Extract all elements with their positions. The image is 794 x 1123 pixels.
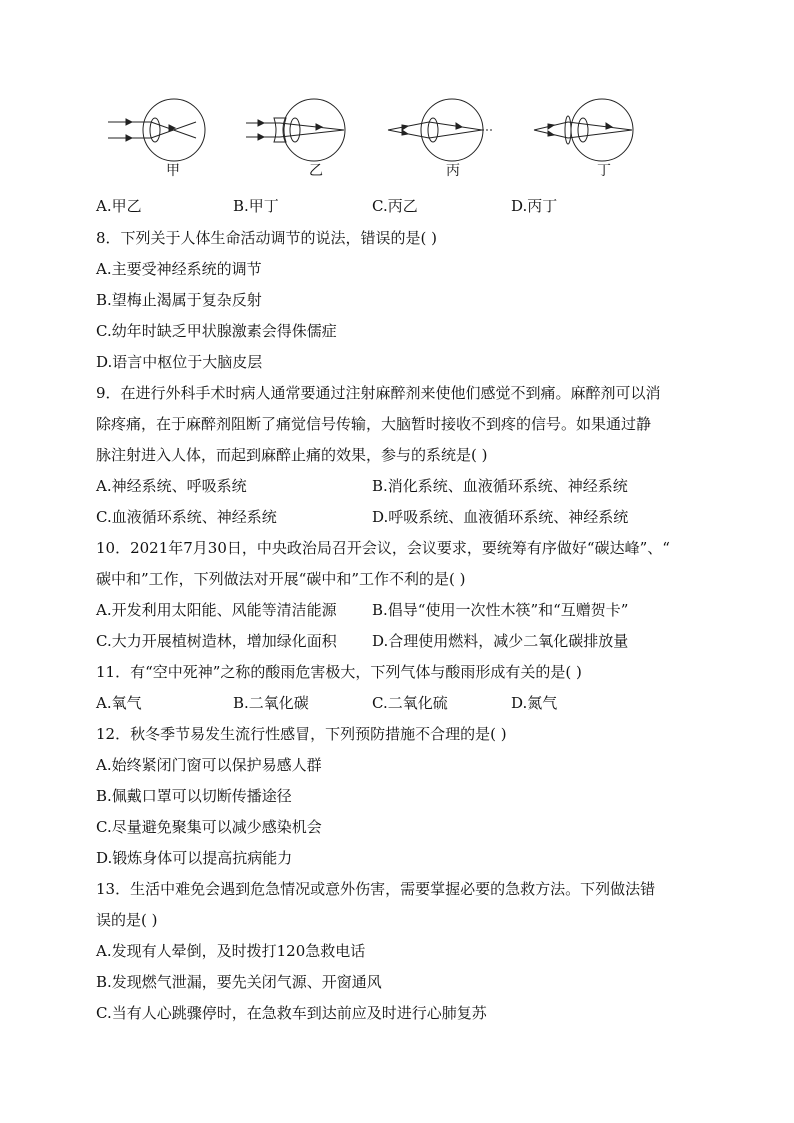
q10-option-b: B.倡导“使用一次性木筷”和“互赠贺卡” <box>372 601 629 619</box>
q10-option-a: A.开发利用太阳能、风能等清洁能源 <box>96 601 337 619</box>
q11-stem: 11．有“空中死神”之称的酸雨危害极大，下列气体与酸雨形成有关的是( ) <box>96 663 582 681</box>
eye-diagrams <box>96 92 656 184</box>
q9-option-c: C.血液循环系统、神经系统 <box>96 508 277 526</box>
eye-diagram-bing <box>388 99 494 161</box>
q9-option-d: D.呼吸系统、血液循环系统、神经系统 <box>372 508 629 526</box>
q12-option-d: D.锻炼身体可以提高抗病能力 <box>96 849 293 867</box>
q13-option-c: C.当有人心跳骤停时，在急救车到达前应及时进行心肺复苏 <box>96 1004 487 1022</box>
q13-stem-line-2: 误的是( ) <box>96 911 158 929</box>
q13-option-a: A.发现有人晕倒，及时拨打120急救电话 <box>96 942 366 960</box>
q10-stem-line-1: 10．2021年7月30日，中央政治局召开会议，会议要求，要统筹有序做好“碳达峰”、“ <box>96 539 670 557</box>
figure-label-ding: 丁 <box>597 163 611 179</box>
q11-option-b: B.二氧化碳 <box>233 694 309 712</box>
q12-option-b: B.佩戴口罩可以切断传播途径 <box>96 787 292 805</box>
q7-option-b: B.甲丁 <box>233 197 279 215</box>
q13-option-b: B.发现燃气泄漏，要先关闭气源、开窗通风 <box>96 973 382 991</box>
q8-option-b: B.望梅止渴属于复杂反射 <box>96 291 262 309</box>
figure-label-bing: 丙 <box>446 163 460 179</box>
q7-option-a: A.甲乙 <box>96 197 142 215</box>
q12-stem: 12．秋冬季节易发生流行性感冒，下列预防措施不合理的是( ) <box>96 725 507 743</box>
q13-stem-line-1: 13．生活中难免会遇到危急情况或意外伤害，需要掌握必要的急救方法。下列做法错 <box>96 880 656 898</box>
figure-label-yi: 乙 <box>309 163 323 179</box>
q9-stem-line-2: 除疼痛，在于麻醉剂阻断了痛觉信号传输，大脑暂时接收不到疼的信号。如果通过静 <box>96 415 652 433</box>
q10-option-d: D.合理使用燃料，减少二氧化碳排放量 <box>372 632 629 650</box>
q9-stem-line-1: 9．在进行外科手术时病人通常要通过注射麻醉剂来使他们感觉不到痛。麻醉剂可以消 <box>96 384 661 402</box>
eye-diagram-yi <box>246 99 345 161</box>
q9-stem-line-3: 脉注射进入人体，而起到麻醉止痛的效果，参与的系统是( ) <box>96 446 488 464</box>
figure-label-jia: 甲 <box>166 163 180 179</box>
q11-option-c: C.二氧化硫 <box>372 694 448 712</box>
q10-stem-line-2: 碳中和”工作，下列做法对开展“碳中和”工作不利的是( ) <box>96 570 466 588</box>
q7-option-d: D.丙丁 <box>511 197 558 215</box>
q8-option-a: A.主要受神经系统的调节 <box>96 260 262 278</box>
q9-option-b: B.消化系统、血液循环系统、神经系统 <box>372 477 628 495</box>
q8-stem: 8．下列关于人体生命活动调节的说法，错误的是( ) <box>96 229 438 247</box>
eye-diagram-ding <box>534 99 633 161</box>
q11-option-d: D.氮气 <box>511 694 558 712</box>
eye-diagram-jia <box>108 99 205 161</box>
q12-option-c: C.尽量避免聚集可以减少感染机会 <box>96 818 322 836</box>
q11-option-a: A.氧气 <box>96 694 142 712</box>
q7-option-c: C.丙乙 <box>372 197 418 215</box>
q9-option-a: A.神经系统、呼吸系统 <box>96 477 247 495</box>
q10-option-c: C.大力开展植树造林，增加绿化面积 <box>96 632 337 650</box>
q8-option-d: D.语言中枢位于大脑皮层 <box>96 353 263 371</box>
q8-option-c: C.幼年时缺乏甲状腺激素会得侏儒症 <box>96 322 337 340</box>
q12-option-a: A.始终紧闭门窗可以保护易感人群 <box>96 756 322 774</box>
